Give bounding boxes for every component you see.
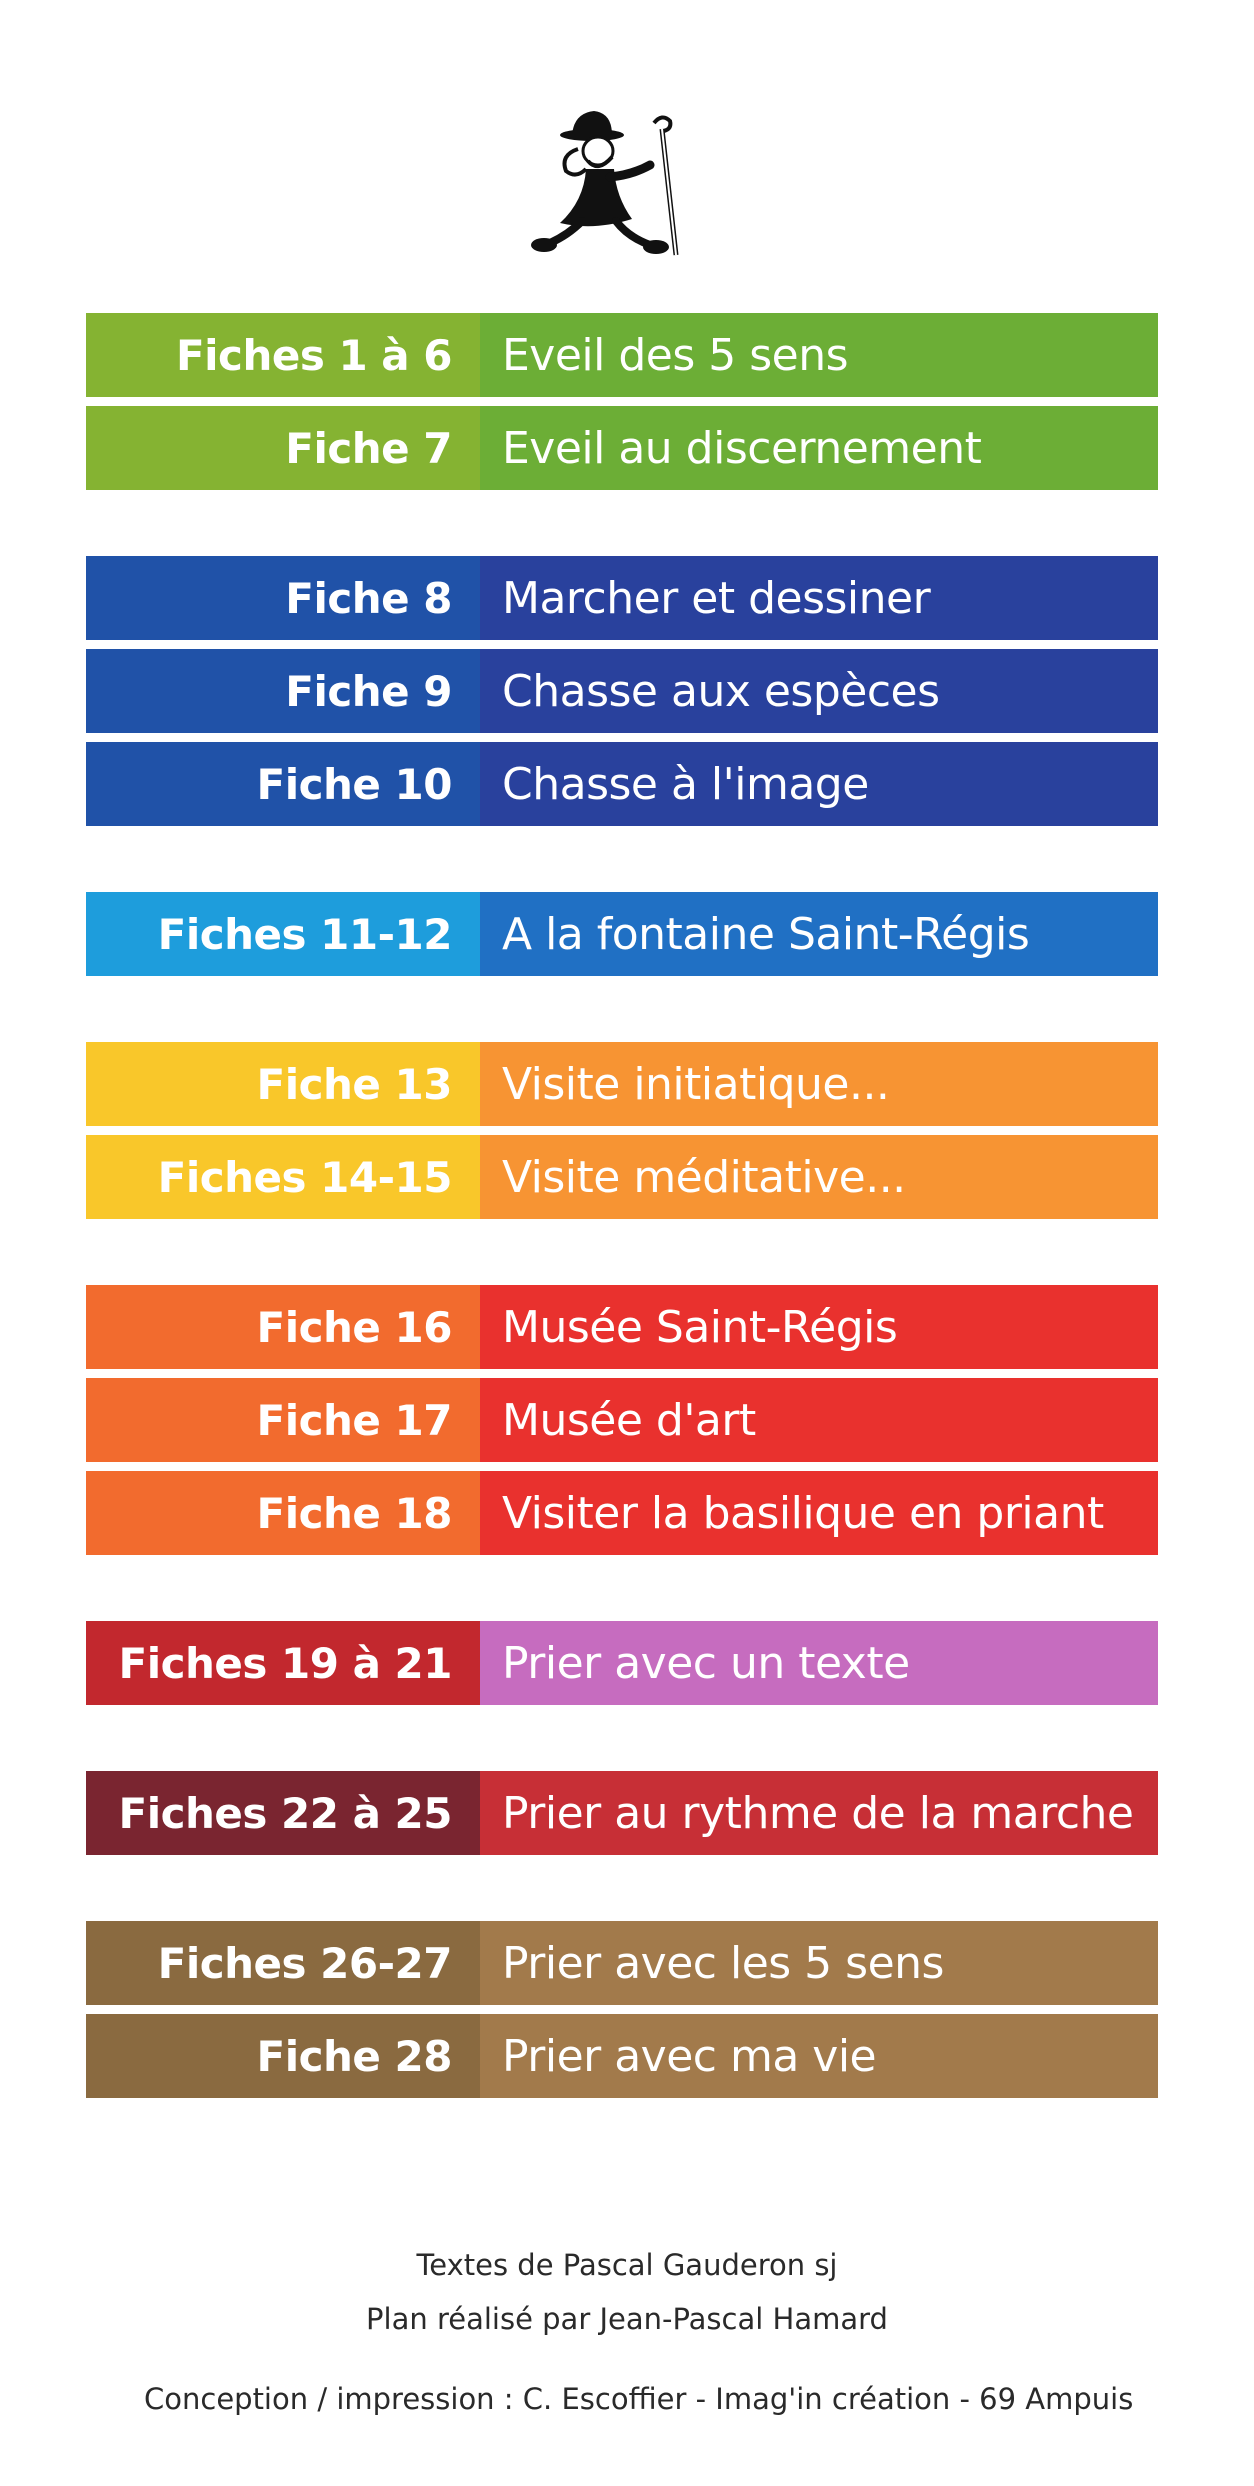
- fiche-group: [86, 556, 1158, 826]
- fiche-number: Fiche 18: [86, 1471, 480, 1555]
- fiche-title: Prier avec les 5 sens: [480, 1921, 1158, 2005]
- fiche-title: Prier avec un texte: [480, 1621, 1158, 1705]
- fiche-number: Fiche 9: [86, 649, 480, 733]
- fiche-number: Fiche 16: [86, 1285, 480, 1369]
- fiche-row: [86, 1135, 1158, 1219]
- fiche-number: Fiche 17: [86, 1378, 480, 1462]
- fiche-number: Fiches 22 à 25: [86, 1771, 480, 1855]
- fiche-row: [86, 1921, 1158, 2005]
- fiche-row: [86, 1771, 1158, 1855]
- fiche-number: Fiche 13: [86, 1042, 480, 1126]
- fiche-row: [86, 1621, 1158, 1705]
- fiche-row: [86, 313, 1158, 397]
- fiche-title: Prier avec ma vie: [480, 2014, 1158, 2098]
- fiche-number: Fiches 11-12: [86, 892, 480, 976]
- fiche-row: [86, 406, 1158, 490]
- fiche-title: Visite méditative...: [480, 1135, 1158, 1219]
- fiche-row: [86, 649, 1158, 733]
- credit-texts: Textes de Pascal Gauderon sj: [416, 2248, 838, 2282]
- fiche-title: Chasse aux espèces: [480, 649, 1158, 733]
- fiche-row: [86, 1285, 1158, 1369]
- fiche-group: [86, 1621, 1158, 1705]
- fiche-group: [86, 1921, 1158, 2098]
- fiche-row: [86, 1471, 1158, 1555]
- fiche-title: A la fontaine Saint-Régis: [480, 892, 1158, 976]
- fiche-row: [86, 742, 1158, 826]
- credit-design: Conception / impression : C. Escoffier - Imag'in création - 69 Ampuis: [144, 2382, 1134, 2416]
- fiche-group: [86, 313, 1158, 490]
- fiches-list: [86, 313, 1158, 2098]
- fiche-title: Eveil des 5 sens: [480, 313, 1158, 397]
- fiche-title: Musée d'art: [480, 1378, 1158, 1462]
- credit-map: Plan réalisé par Jean-Pascal Hamard: [366, 2302, 888, 2336]
- fiche-title: Visite initiatique...: [480, 1042, 1158, 1126]
- fiche-row: [86, 1378, 1158, 1462]
- fiche-number: Fiche 7: [86, 406, 480, 490]
- fiche-row: [86, 2014, 1158, 2098]
- fiche-title: Eveil au discernement: [480, 406, 1158, 490]
- fiche-row: [86, 1042, 1158, 1126]
- pilgrim-logo: [520, 105, 720, 270]
- fiche-title: Visiter la basilique en priant: [480, 1471, 1158, 1555]
- fiche-row: [86, 892, 1158, 976]
- fiche-number: Fiches 14-15: [86, 1135, 480, 1219]
- fiche-number: Fiches 19 à 21: [86, 1621, 480, 1705]
- fiche-group: [86, 1285, 1158, 1555]
- fiche-row: [86, 556, 1158, 640]
- fiche-number: Fiche 8: [86, 556, 480, 640]
- fiche-group: [86, 892, 1158, 976]
- fiche-title: Musée Saint-Régis: [480, 1285, 1158, 1369]
- fiche-number: Fiches 1 à 6: [86, 313, 480, 397]
- fiche-number: Fiche 28: [86, 2014, 480, 2098]
- fiche-number: Fiches 26-27: [86, 1921, 480, 2005]
- fiche-title: Marcher et dessiner: [480, 556, 1158, 640]
- fiche-group: [86, 1042, 1158, 1219]
- fiche-title: Prier au rythme de la marche: [480, 1771, 1158, 1855]
- fiche-group: [86, 1771, 1158, 1855]
- fiche-title: Chasse à l'image: [480, 742, 1158, 826]
- fiche-number: Fiche 10: [86, 742, 480, 826]
